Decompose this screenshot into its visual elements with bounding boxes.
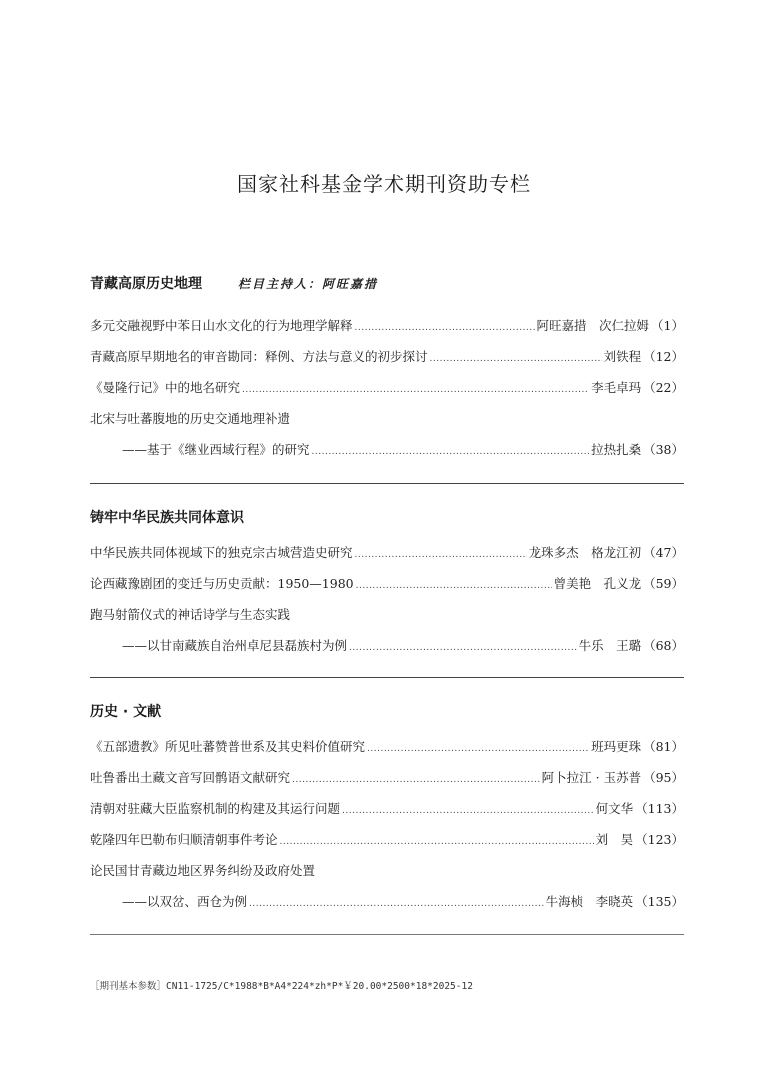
entry-title: 《曼隆行记》中的地名研究 [90,380,241,395]
leader-dots [292,762,540,796]
entry-page: （12） [643,349,684,364]
entry-subtitle: ——以双岔、西仓为例 [122,894,248,909]
page-title: 国家社科基金学术期刊资助专栏 [237,172,531,196]
entry-authors: 李毛卓玛 [591,380,642,395]
section-chinese-national-community [90,505,684,661]
entry-authors: 牛乐 王璐 [578,638,642,653]
toc-entry[interactable] [90,793,684,824]
leader-dots [249,886,544,920]
toc-entry-subtitle-line[interactable] [90,630,684,661]
entry-page: （135） [635,894,684,909]
toc-entry[interactable] [90,731,684,762]
leader-dots [430,341,602,375]
toc-entry-title-line[interactable] [90,599,684,630]
entry-subtitle: ——以甘南藏族自治州卓尼县磊族村为例 [122,638,348,653]
section-divider [90,934,684,935]
entry-title: 中华民族共同体视域下的独克宗古城营造史研究 [90,545,353,560]
section-divider [90,483,684,484]
entry-authors: 阿卜拉江 · 玉苏普 [541,770,642,785]
entry-page: （81） [643,739,684,754]
section-heading [90,271,684,295]
entry-title: 清朝对驻藏大臣监察机制的构建及其运行问题 [90,801,341,816]
leader-dots [349,630,577,664]
entry-title: 吐鲁番出土藏文音写回鹘语文献研究 [90,770,291,785]
leader-dots [312,434,590,468]
section-heading [90,699,684,723]
leader-dots [280,824,594,858]
entry-page: （22） [643,380,684,395]
section-divider [90,677,684,678]
entry-title: 北宋与吐蕃腹地的历史交通地理补遗 [90,411,291,426]
entry-authors: 何文华 [595,801,634,816]
entry-authors: 牛海桢 李晓英 [545,894,634,909]
section-history-documents [90,699,684,917]
section-qinghai-tibet-historical-geography [90,271,684,465]
entry-authors: 龙珠多杰 格龙江初 [528,545,642,560]
toc-entry[interactable] [90,824,684,855]
entry-authors: 班玛更珠 [591,739,642,754]
section-heading-text: 历史 · 文献 [90,704,162,720]
entry-title: 跑马射箭仪式的神话诗学与生态实践 [90,607,291,622]
entry-page: （1） [651,318,684,333]
entry-page: （123） [635,832,684,847]
toc-entry-subtitle-line[interactable] [90,434,684,465]
entry-authors: 曾美艳 孔义龙 [553,576,642,591]
entry-title: 《五部遗教》所见吐蕃赞普世系及其史料价值研究 [90,739,366,754]
entry-authors: 阿旺嘉措 次仁拉姆 [536,318,650,333]
toc-entry-title-line[interactable] [90,403,684,434]
leader-dots [342,793,594,827]
entry-page: （59） [643,576,684,591]
section-heading-text: 青藏高原历史地理 [90,276,202,292]
leader-dots [356,568,552,602]
entry-title: 论民国甘青藏边地区界务纠纷及政府处置 [90,863,316,878]
toc-entry[interactable] [90,341,684,372]
entry-page: （38） [643,442,684,457]
entry-page: （113） [635,801,684,816]
entry-title: 论西藏豫剧团的变迁与历史贡献：1950—1980 [90,576,354,591]
entry-title: 乾隆四年巴勒布归顺清朝事件考论 [90,832,278,847]
entry-subtitle: ——基于《继业西域行程》的研究 [122,442,310,457]
entry-authors: 拉热扎桑 [591,442,642,457]
toc-entry[interactable] [90,310,684,341]
entry-page: （95） [643,770,684,785]
entry-title: 青藏高原早期地名的审音勘同：释例、方法与意义的初步探讨 [90,349,428,364]
leader-dots [367,731,589,765]
toc-entry-title-line[interactable] [90,855,684,886]
entry-page: （47） [643,545,684,560]
leader-dots [355,537,527,571]
column-editor: 栏目主持人：阿旺嘉措 [238,276,379,291]
toc-entry[interactable] [90,568,684,599]
entry-title: 多元交融视野中苯日山水文化的行为地理学解释 [90,318,353,333]
journal-parameters: ［期刊基本参数］CN11-1725/C*1988*B*A4*224*zh*P*￥20.00*2500*18*2025-12 [90,981,473,992]
toc-entry-subtitle-line[interactable] [90,886,684,917]
toc-entry[interactable] [90,372,684,403]
leader-dots [242,372,589,406]
leader-dots [355,310,535,344]
entry-page: （68） [643,638,684,653]
section-heading-text: 铸牢中华民族共同体意识 [90,510,244,526]
entry-authors: 刘铁程 [603,349,642,364]
section-heading [90,505,684,529]
entry-authors: 刘 昊 [595,832,634,847]
toc-entry[interactable] [90,537,684,568]
toc-entry[interactable] [90,762,684,793]
